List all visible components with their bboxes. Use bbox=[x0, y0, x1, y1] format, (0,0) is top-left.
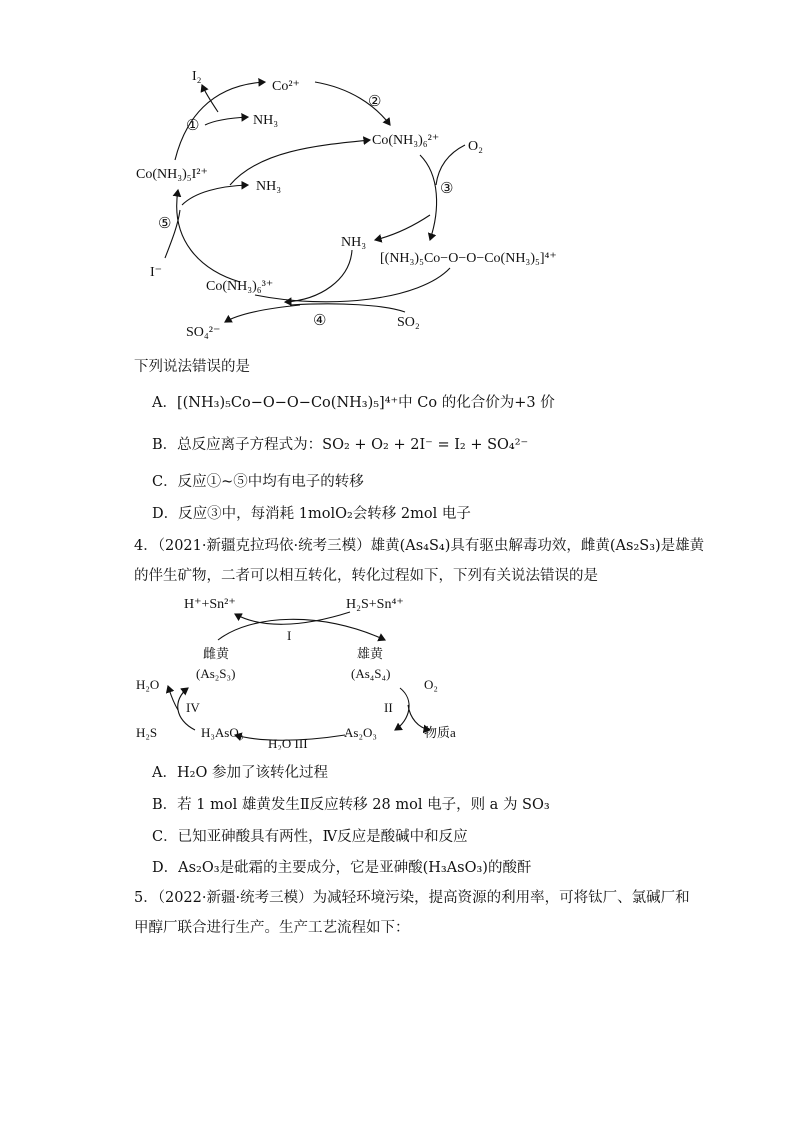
arrow-from-so2 bbox=[290, 304, 405, 312]
label-h3aso3: H₃AsO₃ bbox=[201, 725, 244, 740]
option-text: 反应①~⑤中均有电子的转移 bbox=[177, 474, 364, 490]
label-roman-1: I bbox=[287, 628, 292, 643]
label-h2s: H₂S bbox=[136, 725, 158, 740]
cobalt-cycle-diagram bbox=[0, 0, 794, 350]
arrow-nh3-to-step4 bbox=[285, 250, 352, 302]
label-nh3-mid: NH₃ bbox=[256, 179, 282, 194]
label-as2o3: As₂O₃ bbox=[344, 725, 377, 740]
arrow-ii bbox=[395, 688, 409, 730]
option-letter: C． bbox=[152, 829, 178, 845]
arrow-to-so4 bbox=[225, 305, 300, 322]
option-text: 总反应离子方程式为：SO₂ + O₂ + 2I⁻ = I₂ + SO₄²⁻ bbox=[177, 437, 529, 453]
arrow-to-nh3-top bbox=[205, 117, 248, 125]
label-nh3-right: NH₃ bbox=[341, 235, 367, 250]
label-iminus: I⁻ bbox=[150, 265, 163, 280]
q5-line1: 5．（2022·新疆·统考三模）为减轻环境污染，提高资源的利用率，可将钛厂、氯碱厂和 bbox=[134, 890, 690, 906]
label-bottom: H₂O III bbox=[268, 736, 308, 750]
label-circle2: ② bbox=[368, 94, 382, 110]
option-text: [(NH₃)₅Co−O−O−Co(NH₃)₅]⁴⁺中 Co 的化合价为+3 价 bbox=[176, 395, 555, 411]
option-letter: A． bbox=[152, 395, 177, 411]
option-letter: B． bbox=[152, 797, 178, 813]
option-letter: B． bbox=[152, 437, 178, 453]
label-o2: O₂ bbox=[468, 139, 483, 154]
label-top-left: H⁺+Sn²⁺ bbox=[184, 597, 236, 612]
option-text: 反应③中，每消耗 1molO₂会转移 2mol 电子 bbox=[178, 506, 471, 522]
label-top-right: H₂S+Sn⁴⁺ bbox=[346, 597, 404, 612]
q4-stem-line2: 的伴生矿物，二者可以相互转化，转化过程如下，下列有关说法错误的是 bbox=[134, 568, 598, 584]
arrow-to-nh3-mid bbox=[182, 185, 248, 205]
label-peroxo: [(NH₃)₅Co−O−O−Co(NH₃)₅]⁴⁺ bbox=[380, 251, 557, 266]
label-circle3: ③ bbox=[440, 181, 454, 197]
arc-step5 bbox=[177, 190, 240, 282]
label-co2p: Co²⁺ bbox=[272, 79, 300, 94]
label-o2-right: O₂ bbox=[424, 677, 438, 692]
arc-step4 bbox=[255, 268, 450, 302]
label-roman-2: II bbox=[384, 700, 393, 715]
q3-option-d bbox=[152, 504, 471, 524]
arrow-to-nh3-right bbox=[375, 215, 430, 240]
q4-option-b bbox=[152, 795, 550, 815]
label-left-formula: (As₂S₃) bbox=[196, 666, 236, 681]
option-letter: A． bbox=[152, 765, 177, 781]
option-text: H₂O 参加了该转化过程 bbox=[176, 765, 328, 781]
q4-option-a bbox=[152, 763, 328, 783]
label-substance-a: 物质a bbox=[424, 725, 456, 740]
label-co-nh3-5-i: Co(NH₃)₅I²⁺ bbox=[136, 167, 208, 182]
label-right-name: 雄黄 bbox=[357, 646, 384, 661]
label-roman-4: IV bbox=[186, 700, 200, 715]
q4-option-c bbox=[152, 827, 468, 847]
label-so4: SO₄²⁻ bbox=[186, 325, 221, 340]
label-left-name: 雌黄 bbox=[203, 646, 230, 661]
option-letter: C． bbox=[152, 474, 178, 490]
label-circle1: ① bbox=[186, 118, 200, 134]
arrow-to-i2 bbox=[202, 85, 218, 112]
label-nh3-top: NH₃ bbox=[253, 113, 279, 128]
q3-option-c bbox=[152, 472, 364, 492]
option-text: 已知亚砷酸具有两性，Ⅳ反应是酸碱中和反应 bbox=[177, 829, 468, 845]
arrow-from-o2 bbox=[436, 145, 465, 185]
arrow-i-back bbox=[235, 612, 350, 624]
q4-stem-line1: 4．（2021·新疆克拉玛依·统考三模）雄黄(As₄S₄)具有驱虫解毒功效，雌黄(As₂S₃)是雄黄 bbox=[134, 538, 705, 554]
arrow-iv-branch bbox=[168, 686, 178, 710]
label-i2: I₂ bbox=[192, 69, 202, 84]
option-text: 若 1 mol 雄黄发生Ⅱ反应转移 28 mol 电子，则 a 为 SO₃ bbox=[177, 797, 550, 813]
q3-option-a bbox=[152, 393, 555, 413]
arrow-i-forward bbox=[218, 619, 385, 640]
label-co-nh3-6-2p: Co(NH₃)₆²⁺ bbox=[372, 133, 440, 148]
option-letter: D． bbox=[152, 860, 179, 876]
arsenic-cycle-diagram bbox=[0, 590, 794, 750]
arrow-to-co-nh3-6 bbox=[230, 140, 370, 185]
label-co-nh3-6-3p: Co(NH₃)₆³⁺ bbox=[206, 279, 274, 294]
arc-step3 bbox=[420, 155, 437, 240]
q5-line2: 甲醇厂联合进行生产。生产工艺流程如下： bbox=[134, 920, 410, 936]
label-h2o-left: H₂O bbox=[136, 677, 160, 692]
option-letter: D． bbox=[152, 506, 179, 522]
q3-option-b bbox=[152, 435, 528, 455]
label-circle5: ⑤ bbox=[158, 216, 172, 232]
label-so2: SO₂ bbox=[397, 315, 420, 330]
q4-option-d bbox=[152, 858, 531, 878]
label-circle4: ④ bbox=[313, 313, 327, 329]
option-text: As₂O₃是砒霜的主要成分，它是亚砷酸(H₃AsO₃)的酸酐 bbox=[178, 860, 532, 876]
label-right-formula: (As₄S₄) bbox=[351, 666, 391, 681]
q3-stem: 下列说法错误的是 bbox=[134, 359, 250, 375]
